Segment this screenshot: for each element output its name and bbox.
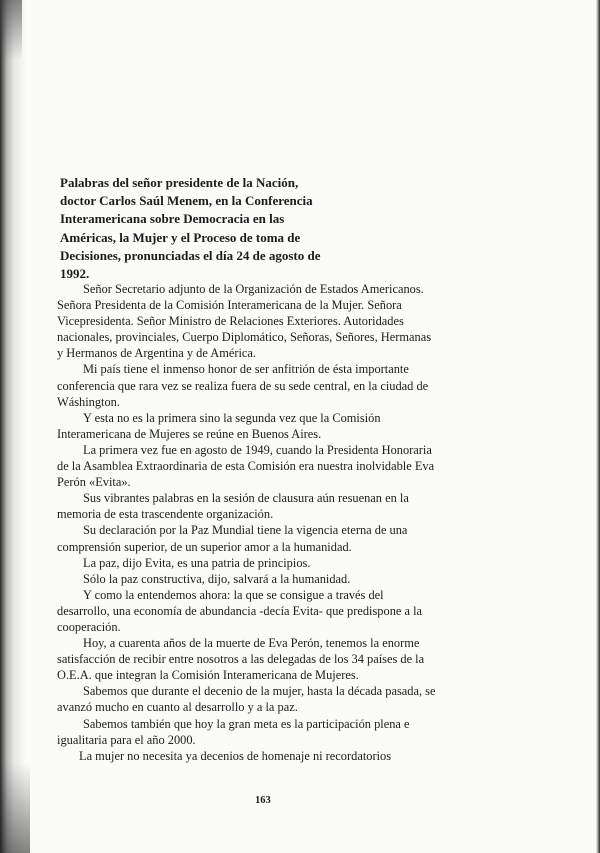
body-line: comprensión superior, de un superior amor a la humanidad. — [57, 539, 352, 554]
body-line: satisfacción de recibir entre nosotros a las delegadas de los 34 países de la — [57, 652, 425, 667]
body-line: Su declaración por la Paz Mundial tiene la vigencia eterna de una — [83, 523, 408, 538]
body-line: Interamericana de Mujeres se reúne en Buenos Aires. — [57, 426, 322, 441]
page-corner-shadow-bottom — [0, 763, 30, 853]
heading-line: Américas, la Mujer y el Proceso de toma de — [60, 229, 301, 245]
body-line: de la Asamblea Extraordinaria de esta Comisión era nuestra inolvidable Eva — [57, 459, 435, 474]
body-line: memoria de esta trascendente organización. — [57, 507, 274, 522]
body-line: La mujer no necesita ya decenios de homenaje ni recordatorios — [79, 748, 392, 763]
body-line: Sólo la paz constructiva, dijo, salvará a la humanidad. — [83, 571, 351, 586]
page-corner-shadow — [0, 0, 22, 60]
speech-heading — [60, 174, 350, 283]
body-line: La primera vez fue en agosto de 1949, cuando la Presidenta Honoraria — [83, 442, 432, 457]
heading-line: Interamericana sobre Democracia en las — [60, 211, 285, 227]
body-line: Vicepresidenta. Señor Ministro de Relaciones Exteriores. Autoridades — [57, 314, 404, 329]
body-line: igualitaria para el año 2000. — [57, 732, 196, 747]
body-line: Señor Secretario adjunto de la Organización de Estados Americanos. — [83, 282, 424, 296]
body-line: y Hermanos de Argentina y de América. — [57, 346, 256, 361]
body-line: La paz, dijo Evita, es una patria de principios. — [83, 555, 311, 570]
body-line: Y esta no es la primera sino la segunda vez que la Comisión — [83, 410, 381, 425]
heading-line: 1992. — [60, 266, 90, 282]
heading-line: doctor Carlos Saúl Menem, en la Conferencia — [60, 193, 313, 209]
heading-line: Palabras del señor presidente de la Nación, — [60, 175, 299, 190]
body-line: Wáshington. — [57, 394, 120, 409]
body-line: cooperación. — [57, 619, 121, 634]
body-line: Hoy, a cuarenta años de la muerte de Eva Perón, tenemos la enorme — [83, 636, 420, 651]
body-line: O.E.A. que integran la Comisión Interamericana de Mujeres. — [57, 668, 359, 683]
body-line: Mi país tiene el inmenso honor de ser anfitrión de ésta importante — [83, 362, 409, 377]
heading-line: Decisiones, pronunciadas el día 24 de agosto de — [60, 247, 321, 263]
page-number: 163 — [255, 795, 271, 806]
page-binding-shadow — [0, 0, 26, 853]
body-line: Sabemos que durante el decenio de la mujer, hasta la década pasada, se — [83, 684, 436, 699]
page-right-edge — [596, 0, 600, 853]
body-line: conferencia que rara vez se realiza fuera de su sede central, en la ciudad de — [57, 378, 429, 393]
body-line: desarrollo, una economía de abundancia -decía Evita- que predispone a la — [57, 603, 423, 618]
body-line: Señora Presidenta de la Comisión Interamericana de la Mujer. Señora — [57, 298, 402, 313]
speech-body — [57, 281, 474, 764]
body-line: Sabemos también que hoy la gran meta es la participación plena e — [83, 716, 410, 731]
body-line: nacionales, provinciales, Cuerpo Diplomático, Señoras, Señores, Hermanas — [57, 330, 432, 345]
body-line: Sus vibrantes palabras en la sesión de clausura aún resuenan en la — [83, 491, 409, 506]
body-line: Perón «Evita». — [57, 475, 131, 490]
body-line: Y como la entendemos ahora: la que se consigue a través del — [83, 587, 384, 602]
body-line: avanzó mucho en cuanto al desarrollo y a la paz. — [57, 700, 298, 715]
